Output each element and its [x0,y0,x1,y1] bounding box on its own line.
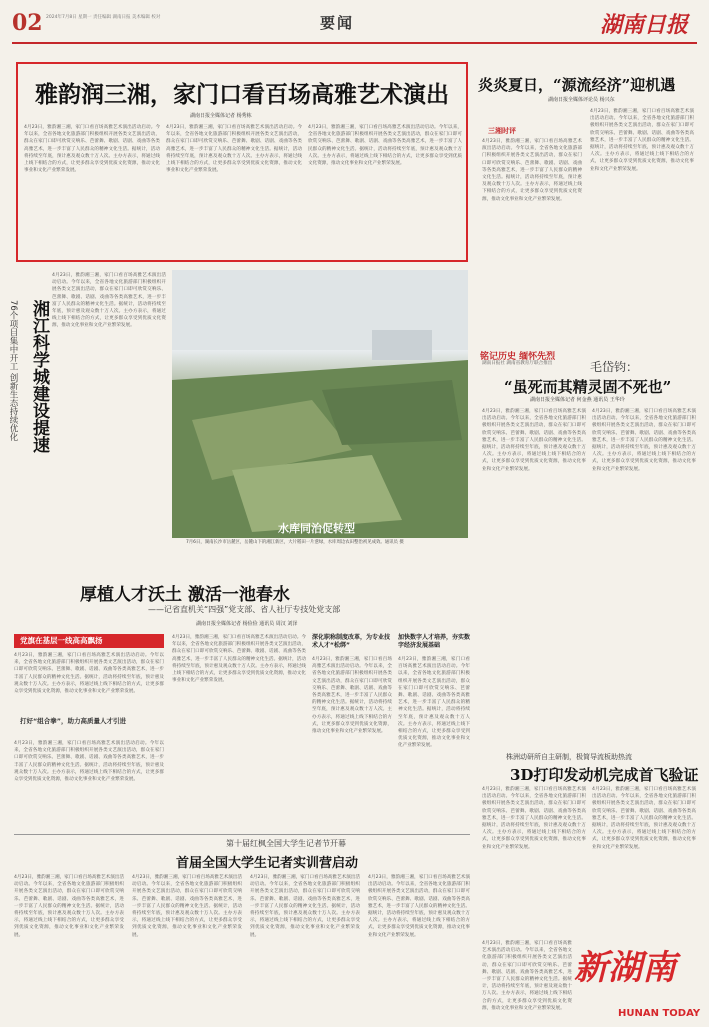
lead-body-2: 4月23日，雅韵湘三湘，家门口看百场高雅艺术演出活动启动。今年以来，全省各地文化旅游部门积极组织开展各类文艺演出活动，群众在家门口即可欣赏交响乐、芭蕾舞、歌剧、话剧、戏曲等各类高雅艺术，进一步丰富了人民群众的精神文化生活。据统计，活动将持续至年底，预计惠及观众数十万人次。主办方表示，将通过线上线下相结合的方式，让更多群众享受到优质文化资源，推动文化事业和文化产业繁荣发展。 [166,125,302,174]
vertical-subtitle: 76个项目集中开工 创新生态持续优化 [8,300,18,442]
brief-body: 4月23日，雅韵湘三湘，家门口看百场高雅艺术演出活动启动。今年以来，全省各地文化旅游部门积极组织开展各类文艺演出活动，群众在家门口即可欣赏交响乐、芭蕾舞、歌剧、话剧、戏曲等各类高雅艺术，进一步丰富了人民群众的精神文化生活。据统计，活动将持续至年底，预计惠及观众数十万人次。主办方表示，将通过线上线下相结合的方式，让更多群众享受到优质文化资源，推动文化事业和文化产业繁荣发展。 [482,941,572,1011]
photo-caption: 7月6日，湖南长沙市岳麓区，岳麓山下的湘江新区，大片稻田一片葱绿，水库周边农田整治初见成效。通讯员 摄 [186,540,404,545]
side-body-2: 4月23日，雅韵湘三湘，家门口看百场高雅艺术演出活动启动。今年以来，全省各地文化旅游部门积极组织开展各类文艺演出活动，群众在家门口即可欣赏交响乐、芭蕾舞、歌剧、话剧、戏曲等各类高雅艺术，进一步丰富了人民群众的精神文化生活。据统计，活动将持续至年底，预计惠及观众数十万人次。主办方表示，将通过线上线下相结合的方式，让更多群众享受到优质文化资源，推动文化事业和文化产业繁荣发展。 [590,109,694,172]
header-meta: 2024年7月8日 星期一 责任编辑 湖南日报 美术编辑 校对 [46,15,161,20]
talent-body-2: 4月23日，雅韵湘三湘，家门口看百场高雅艺术演出活动启动。今年以来，全省各地文化旅游部门积极组织开展各类文艺演出活动，群众在家门口即可欣赏交响乐、芭蕾舞、歌剧、话剧、戏曲等各类高雅艺术，进一步丰富了人民群众的精神文化生活。据统计，活动将持续至年底，预计惠及观众数十万人次。主办方表示，将通过线上线下相结合的方式，让更多群众享受到优质文化资源，推动文化事业和文化产业繁荣发展。 [14,741,164,783]
lead-body-1: 4月23日，雅韵湘三湘，家门口看百场高雅艺术演出活动启动。今年以来，全省各地文化旅游部门积极组织开展各类文艺演出活动，群众在家门口即可欣赏交响乐、芭蕾舞、歌剧、话剧、戏曲等各类高雅艺术，进一步丰富了人民群众的精神文化生活。据统计，活动将持续至年底，预计惠及观众数十万人次。主办方表示，将通过线上线下相结合的方式，让更多群众享受到优质文化资源，推动文化事业和文化产业繁荣发展。 [24,125,160,174]
talent-body-5: 4月23日，雅韵湘三湘，家门口看百场高雅艺术演出活动启动。今年以来，全省各地文化旅游部门积极组织开展各类文艺演出活动，群众在家门口即可欣赏交响乐、芭蕾舞、歌剧、话剧、戏曲等各类高雅艺术，进一步丰富了人民群众的精神文化生活。据统计，活动将持续至年底，预计惠及观众数十万人次。主办方表示，将通过线上线下相结合的方式，让更多群众享受到优质文化资源，推动文化事业和文化产业繁荣发展。 [398,657,470,749]
commentary-tag: 三湘时评 [488,127,516,135]
history-kicker: 铭记历史 缅怀先烈 [480,352,556,362]
engine-body-1: 4月23日，雅韵湘三湘，家门口看百场高雅艺术演出活动启动。今年以来，全省各地文化旅游部门积极组织开展各类文艺演出活动，群众在家门口即可欣赏交响乐、芭蕾舞、歌剧、话剧、戏曲等各类高雅艺术，进一步丰富了人民群众的精神文化生活。据统计，活动将持续至年底，预计惠及观众数十万人次。主办方表示，将通过线上线下相结合的方式，让更多群众享受到优质文化资源，推动文化事业和文化产业繁荣发展。 [482,787,586,850]
mao-name: 毛岱钧： [590,360,639,374]
history-section-bar [480,344,694,362]
talent-body-4: 4月23日，雅韵湘三湘，家门口看百场高雅艺术演出活动启动。今年以来，全省各地文化旅游部门积极组织开展各类文艺演出活动，群众在家门口即可欣赏交响乐、芭蕾舞、歌剧、话剧、戏曲等各类高雅艺术，进一步丰富了人民群众的精神文化生活。据统计，活动将持续至年底，预计惠及观众数十万人次。主办方表示，将通过线上线下相结合的方式，让更多群众享受到优质文化资源，推动文化事业和文化产业繁荣发展。 [312,657,392,735]
header-rule [12,42,697,44]
party-flag-bar: 党旗在基层一线高高飘扬 [14,634,164,648]
brand-stamp: 新湖南 [574,948,676,988]
engine-headline[interactable]: 3D打印发动机完成首飞验证 [510,766,699,784]
mao-body-2: 4月23日，雅韵湘三湘，家门口看百场高雅艺术演出活动启动。今年以来，全省各地文化旅游部门积极组织开展各类文艺演出活动，群众在家门口即可欣赏交响乐、芭蕾舞、歌剧、话剧、戏曲等各类高雅艺术，进一步丰富了人民群众的精神文化生活。据统计，活动将持续至年底，预计惠及观众数十万人次。主办方表示，将通过线上线下相结合的方式，让更多群众享受到优质文化资源，推动文化事业和文化产业繁荣发展。 [592,409,696,472]
brand-stamp-en: HUNAN TODAY [618,1008,701,1019]
lead-byline: 湖南日报全媒体记者 杨秀栋 [190,113,252,119]
subhead-c: 加快数字人才培养，夯实数字经济发展基础 [398,634,471,649]
mao-headline[interactable]: “虽死而其精灵固不死也” [504,378,672,396]
reporter-kicker: 第十届红枫全国大学生记者节开幕 [226,839,346,848]
divider [14,834,470,835]
photo-title: 水库同治促转型 [278,522,355,535]
side-body-1: 4月23日，雅韵湘三湘，家门口看百场高雅艺术演出活动启动。今年以来，全省各地文化旅游部门积极组织开展各类文艺演出活动，群众在家门口即可欣赏交响乐、芭蕾舞、歌剧、话剧、戏曲等各类高雅艺术，进一步丰富了人民群众的精神文化生活。据统计，活动将持续至年底，预计惠及观众数十万人次。主办方表示，将通过线上线下相结合的方式，让更多群众享受到优质文化资源，推动文化事业和文化产业繁荣发展。 [482,139,582,202]
farmland-image [172,270,468,538]
section-title: 要闻 [320,14,355,32]
reporter-body-3: 4月23日，雅韵湘三湘，家门口看百场高雅艺术演出活动启动。今年以来，全省各地文化旅游部门积极组织开展各类文艺演出活动，群众在家门口即可欣赏交响乐、芭蕾舞、歌剧、话剧、戏曲等各类高雅艺术，进一步丰富了人民群众的精神文化生活。据统计，活动将持续至年底，预计惠及观众数十万人次。主办方表示，将通过线上线下相结合的方式，让更多群众享受到优质文化资源，推动文化事业和文化产业繁荣发展。 [250,875,360,938]
reporter-headline[interactable]: 首届全国大学生记者实训营启动 [176,856,359,871]
side-byline: 湖南日报全媒体评论员 杨兴东 [548,97,615,103]
talent-byline: 湖南日报全媒体记者 杨俭俭 通讯员 周汉 刘泽 [196,621,298,627]
reporter-body-1: 4月23日，雅韵湘三湘，家门口看百场高雅艺术演出活动启动。今年以来，全省各地文化旅游部门积极组织开展各类文艺演出活动，群众在家门口即可欣赏交响乐、芭蕾舞、歌剧、话剧、戏曲等各类高雅艺术，进一步丰富了人民群众的精神文化生活。据统计，活动将持续至年底，预计惠及观众数十万人次。主办方表示，将通过线上线下相结合的方式，让更多群众享受到优质文化资源，推动文化事业和文化产业繁荣发展。 [14,875,124,938]
page-number: 02 [12,10,43,36]
lead-headline[interactable]: 雅韵润三湘，家门口看百场高雅艺术演出 [35,81,449,108]
mao-body-1: 4月23日，雅韵湘三湘，家门口看百场高雅艺术演出活动启动。今年以来，全省各地文化旅游部门积极组织开展各类文艺演出活动，群众在家门口即可欣赏交响乐、芭蕾舞、歌剧、话剧、戏曲等各类高雅艺术，进一步丰富了人民群众的精神文化生活。据统计，活动将持续至年底，预计惠及观众数十万人次。主办方表示，将通过线上线下相结合的方式，让更多群众享受到优质文化资源，推动文化事业和文化产业繁荣发展。 [482,409,586,472]
mao-intro: 湖南日报社 湖南省教育厅联合推出 [482,361,553,366]
news-photo [172,270,468,538]
talent-body-1: 4月23日，雅韵湘三湘，家门口看百场高雅艺术演出活动启动。今年以来，全省各地文化旅游部门积极组织开展各类文艺演出活动，群众在家门口即可欣赏交响乐、芭蕾舞、歌剧、话剧、戏曲等各类高雅艺术，进一步丰富了人民群众的精神文化生活。据统计，活动将持续至年底，预计惠及观众数十万人次。主办方表示，将通过线上线下相结合的方式，让更多群众享受到优质文化资源，推动文化事业和文化产业繁荣发展。 [14,653,164,695]
reporter-body-2: 4月23日，雅韵湘三湘，家门口看百场高雅艺术演出活动启动。今年以来，全省各地文化旅游部门积极组织开展各类文艺演出活动，群众在家门口即可欣赏交响乐、芭蕾舞、歌剧、话剧、戏曲等各类高雅艺术，进一步丰富了人民群众的精神文化生活。据统计，活动将持续至年底，预计惠及观众数十万人次。主办方表示，将通过线上线下相结合的方式，让更多群众享受到优质文化资源，推动文化事业和文化产业繁荣发展。 [132,875,242,938]
vertical-body-col: 4月23日，雅韵湘三湘，家门口看百场高雅艺术演出活动启动。今年以来，全省各地文化旅游部门积极组织开展各类文艺演出活动，群众在家门口即可欣赏交响乐、芭蕾舞、歌剧、话剧、戏曲等各类高雅艺术，进一步丰富了人民群众的精神文化生活。据统计，活动将持续至年底，预计惠及观众数十万人次。主办方表示，将通过线上线下相结合的方式，让更多群众享受到优质文化资源，推动文化事业和文化产业繁荣发展。 [52,273,166,329]
engine-body-2: 4月23日，雅韵湘三湘，家门口看百场高雅艺术演出活动启动。今年以来，全省各地文化旅游部门积极组织开展各类文艺演出活动，群众在家门口即可欣赏交响乐、芭蕾舞、歌剧、话剧、戏曲等各类高雅艺术，进一步丰富了人民群众的精神文化生活。据统计，活动将持续至年底，预计惠及观众数十万人次。主办方表示，将通过线上线下相结合的方式，让更多群众享受到优质文化资源，推动文化事业和文化产业繁荣发展。 [592,787,696,850]
mao-byline: 湖南日报全媒体记者 何金燕 通讯员 王华玲 [530,397,625,403]
subhead-a: 打好“组合拳”，助力高质量人才引进 [20,717,127,725]
engine-kicker: 株洲动研所自主研制，极简导流板助热流 [506,753,632,761]
talent-body-3: 4月23日，雅韵湘三湘，家门口看百场高雅艺术演出活动启动。今年以来，全省各地文化旅游部门积极组织开展各类文艺演出活动，群众在家门口即可欣赏交响乐、芭蕾舞、歌剧、话剧、戏曲等各类高雅艺术，进一步丰富了人民群众的精神文化生活。据统计，活动将持续至年底，预计惠及观众数十万人次。主办方表示，将通过线上线下相结合的方式，让更多群众享受到优质文化资源，推动文化事业和文化产业繁荣发展。 [172,635,306,684]
talent-headline[interactable]: 厚植人才沃土 激活一池春水 [80,585,290,605]
subhead-b: 深化职称制度改革，为专业技术人才“松绑” [312,634,391,649]
newspaper-logo: 湖南日报 [600,12,689,38]
reporter-body-4: 4月23日，雅韵湘三湘，家门口看百场高雅艺术演出活动启动。今年以来，全省各地文化旅游部门积极组织开展各类文艺演出活动，群众在家门口即可欣赏交响乐、芭蕾舞、歌剧、话剧、戏曲等各类高雅艺术，进一步丰富了人民群众的精神文化生活。据统计，活动将持续至年底，预计惠及观众数十万人次。主办方表示，将通过线上线下相结合的方式，让更多群众享受到优质文化资源，推动文化事业和文化产业繁荣发展。 [368,875,470,938]
side-headline[interactable]: 炎炎夏日，“源流经济”迎机遇 [478,76,676,94]
talent-subtitle: ——记省直机关“四强”党支部、省人社厅专技处党支部 [148,605,341,614]
vertical-headline[interactable]: 湘江科学城建设提速 [29,300,49,453]
lead-body-3: 4月23日，雅韵湘三湘，家门口看百场高雅艺术演出活动启动。今年以来，全省各地文化旅游部门积极组织开展各类文艺演出活动，群众在家门口即可欣赏交响乐、芭蕾舞、歌剧、话剧、戏曲等各类高雅艺术，进一步丰富了人民群众的精神文化生活。据统计，活动将持续至年底，预计惠及观众数十万人次。主办方表示，将通过线上线下相结合的方式，让更多群众享受到优质文化资源，推动文化事业和文化产业繁荣发展。 [308,125,462,167]
